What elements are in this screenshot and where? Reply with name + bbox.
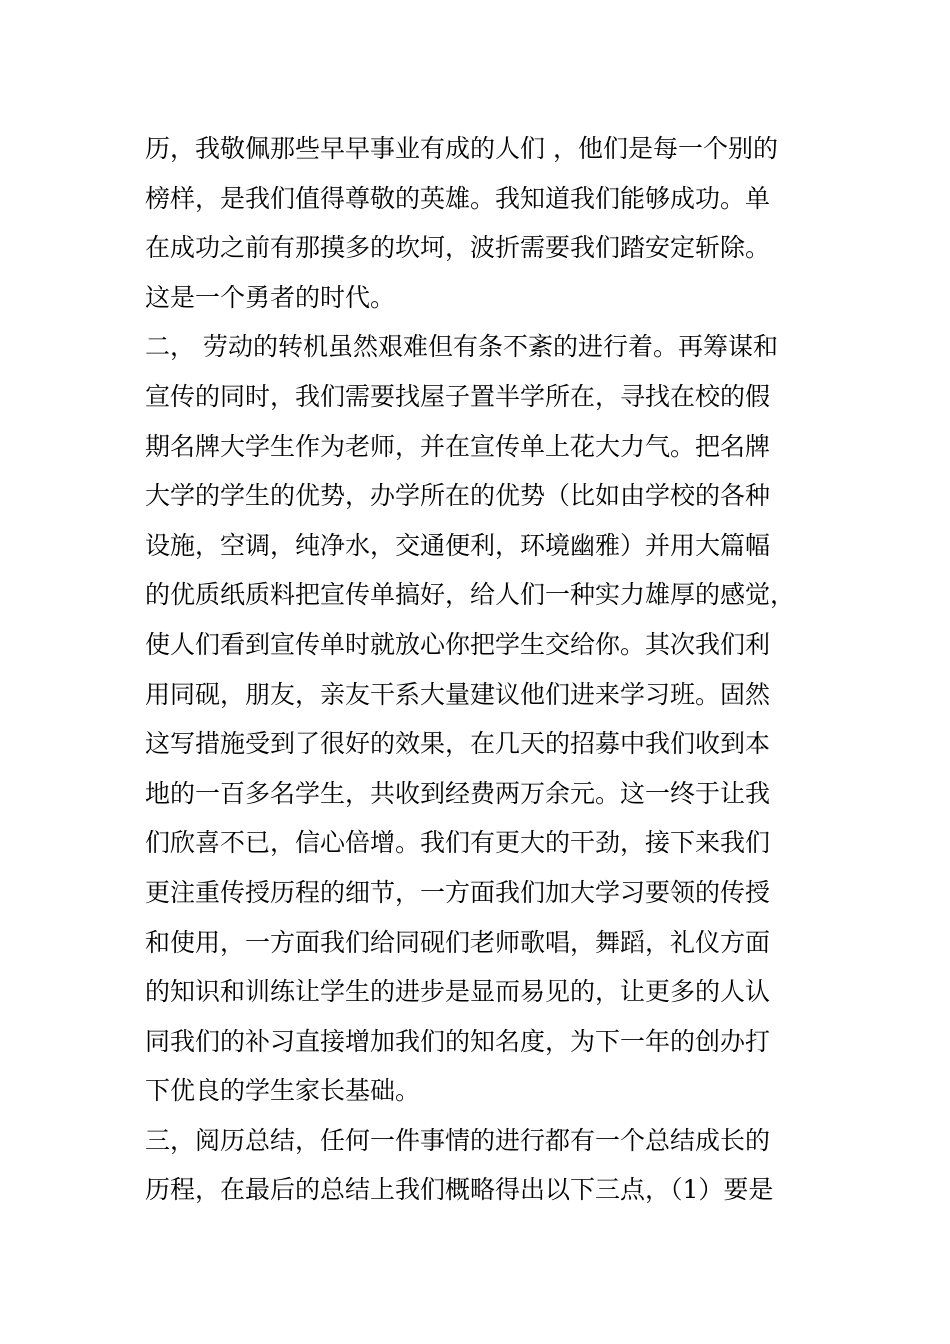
text-line: 们欣喜不已，信心倍增。我们有更大的干劲，接下来我们	[145, 828, 771, 858]
text-line: 三，阅历总结，任何一件事情的进行都有一个总结成长的	[145, 1125, 771, 1155]
text-line: 历，我敬佩那些早早事业有成的人们 ，他们是每一个别的	[145, 134, 778, 163]
text-line: 下优良的学生家长基础。	[145, 1076, 421, 1106]
text-line: 同我们的补习直接增加我们的知名度，为下一年的创办打	[145, 1026, 771, 1056]
text-line: 设施，空调，纯净水，交通便利，环境幽雅）并用大篇幅	[145, 530, 771, 560]
text-line: 这是一个勇者的时代。	[145, 282, 396, 312]
text-line: 期名牌大学生作为老师，并在宣传单上花大力气。把名牌	[145, 431, 771, 461]
text-line: 的优质纸质料把宣传单搞好，给人们一种实力雄厚的感觉，	[145, 580, 796, 610]
text-line: 榜样，是我们值得尊敬的英雄。我知道我们能够成功。单	[145, 183, 771, 213]
body-text	[145, 124, 805, 1215]
text-line: 大学的学生的优势，办学所在的优势（比如由学校的各种	[145, 481, 771, 511]
text-line: 二， 劳动的转机虽然艰难但有条不紊的进行着。再筹谋和	[145, 332, 778, 362]
text-line: 地的一百多名学生，共收到经费两万余元。这一终于让我	[145, 778, 771, 808]
text-line: 这写措施受到了很好的效果，在几天的招募中我们收到本	[145, 729, 771, 759]
text-line: 宣传的同时，我们需要找屋子置半学所在，寻找在校的假	[145, 381, 771, 411]
text-line: 用同砚，朋友，亲友干系大量建议他们进来学习班。固然	[145, 679, 771, 709]
text-line: 的知识和训练让学生的进步是显而易见的，让更多的人认	[145, 977, 771, 1007]
text-line: 更注重传授历程的细节，一方面我们加大学习要领的传授	[145, 877, 771, 907]
text-line: 在成功之前有那摸多的坎坷，波折需要我们踏安定斩除。	[145, 233, 771, 263]
text-line: 使人们看到宣传单时就放心你把学生交给你。其次我们利	[145, 629, 771, 659]
text-line: 历程，在最后的总结上我们概略得出以下三点，（1）要是	[145, 1175, 774, 1205]
text-line: 和使用，一方面我们给同砚们老师歌唱，舞蹈，礼仪方面	[145, 927, 771, 957]
